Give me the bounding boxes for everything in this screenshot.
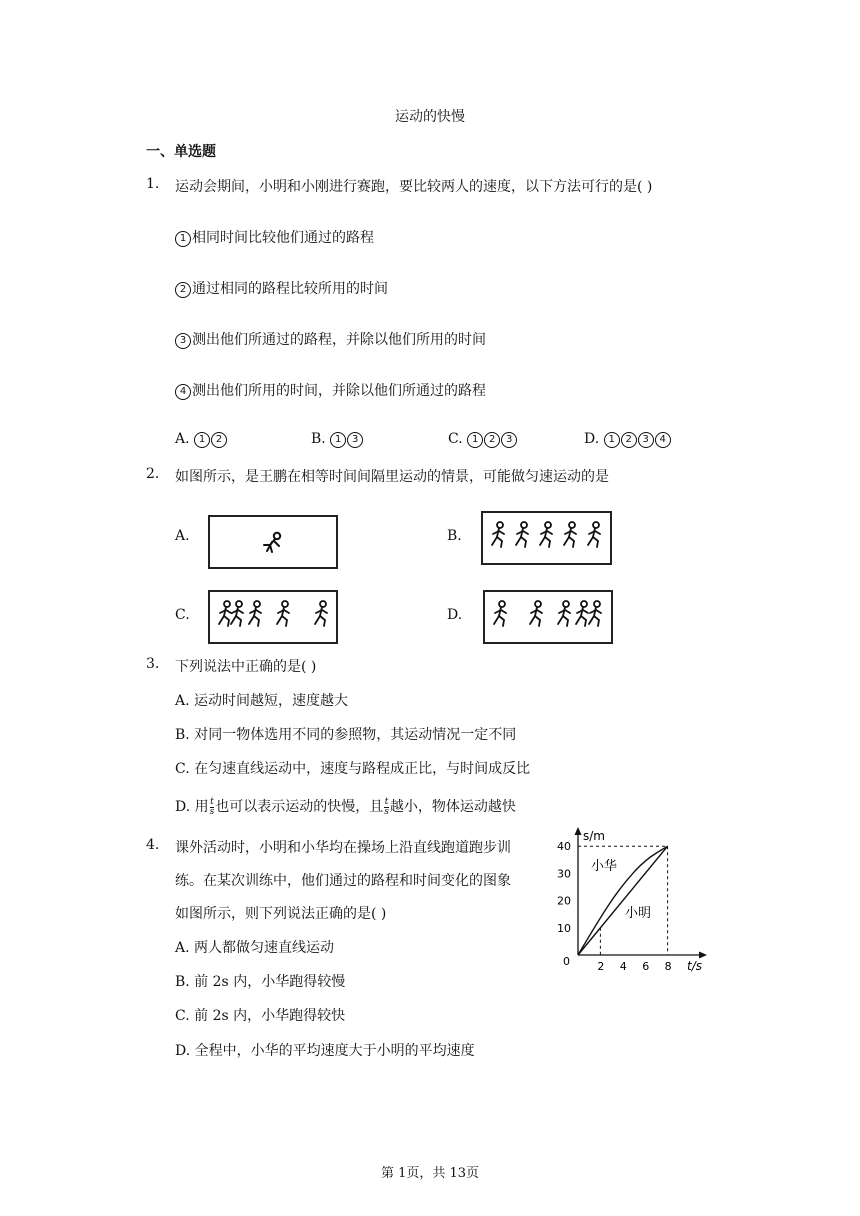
fraction-t-over-s: $\frac{t}{s}$ bbox=[209, 796, 215, 817]
y-tick-label: 10 bbox=[557, 921, 571, 935]
circled-number-icon: 2 bbox=[175, 282, 191, 298]
runner-icon bbox=[312, 600, 330, 628]
option-text: 对同一物体选用不同的参照物，其运动情况一定不同 bbox=[194, 727, 517, 743]
x-axis-label: t/s bbox=[687, 959, 702, 973]
series-label-xiaoming: 小明 bbox=[625, 906, 652, 921]
question-4-option-d[interactable] bbox=[175, 1040, 475, 1060]
option-text: 运动时间越短，速度越大 bbox=[194, 693, 349, 709]
option-c-figure bbox=[208, 590, 338, 644]
question-2-number: 2. bbox=[146, 466, 160, 482]
x-tick-label: 6 bbox=[642, 960, 650, 973]
question-2-option-a-label[interactable]: A. bbox=[175, 528, 190, 544]
circled-number-icon: 3 bbox=[175, 333, 191, 349]
x-tick-label: 4 bbox=[619, 960, 627, 973]
page-title: 运动的快慢 bbox=[395, 109, 465, 125]
statement-text: 相同时间比较他们通过的路程 bbox=[192, 230, 374, 246]
circled-number-icon: 1 bbox=[604, 432, 620, 448]
circled-number-icon: 1 bbox=[175, 231, 191, 247]
option-label: A. bbox=[175, 940, 190, 956]
circled-number-icon: 1 bbox=[330, 432, 346, 448]
circled-number-icon: 4 bbox=[175, 384, 191, 400]
runner-icon bbox=[527, 600, 545, 628]
question-1-option-d[interactable] bbox=[584, 431, 672, 448]
question-4-option-a[interactable] bbox=[175, 937, 334, 957]
option-label: A. bbox=[175, 693, 190, 709]
option-label: B. bbox=[175, 974, 190, 990]
question-3-option-b[interactable] bbox=[175, 724, 516, 744]
option-text: 用 bbox=[194, 799, 209, 815]
runner-icon bbox=[555, 600, 573, 628]
option-label: A. bbox=[175, 431, 190, 447]
circled-number-icon: 3 bbox=[501, 432, 517, 448]
option-d-figure bbox=[483, 590, 613, 644]
question-1-statement-2 bbox=[175, 278, 388, 298]
option-text: 也可以表示运动的快慢，且 bbox=[215, 799, 384, 815]
question-3-option-c[interactable] bbox=[175, 758, 530, 778]
circled-number-icon: 3 bbox=[347, 432, 363, 448]
option-label: D. bbox=[175, 799, 191, 815]
x-tick-label: 2 bbox=[597, 960, 605, 973]
question-2-option-b-label[interactable]: B. bbox=[447, 528, 462, 544]
runner-icon bbox=[274, 600, 292, 628]
runner-icon bbox=[491, 600, 509, 628]
circled-number-icon: 2 bbox=[484, 432, 500, 448]
x-tick-label: 8 bbox=[664, 960, 672, 973]
question-4-number: 4. bbox=[146, 837, 160, 853]
option-label: C. bbox=[175, 1008, 190, 1024]
question-4-option-c[interactable] bbox=[175, 1005, 345, 1025]
question-2-option-d-label[interactable]: D. bbox=[447, 607, 463, 623]
runner-icon bbox=[585, 521, 603, 549]
question-4-option-b[interactable] bbox=[175, 971, 345, 991]
x-axis-arrow-icon bbox=[699, 952, 707, 959]
option-text: 前 2s 内，小华跑得较慢 bbox=[194, 974, 346, 990]
crouching-runner-icon bbox=[260, 531, 284, 555]
distance-time-graph bbox=[555, 825, 715, 975]
question-1-option-a[interactable] bbox=[175, 431, 228, 448]
section-heading: 一、单选题 bbox=[146, 144, 216, 160]
option-b-figure bbox=[481, 511, 612, 565]
question-1-statement-1 bbox=[175, 227, 374, 247]
circled-number-icon: 1 bbox=[194, 432, 210, 448]
circled-number-icon: 2 bbox=[621, 432, 637, 448]
circled-number-icon: 4 bbox=[655, 432, 671, 448]
question-1-number: 1. bbox=[146, 176, 160, 192]
y-tick-label: 30 bbox=[557, 867, 571, 881]
question-4-line-2: 练。在某次训练中，他们通过的路程和时间变化的图象 bbox=[175, 873, 511, 889]
question-3-text: 下列说法中正确的是( ) bbox=[175, 659, 317, 675]
question-3-option-a[interactable] bbox=[175, 690, 348, 710]
option-text: 在匀速直线运动中，速度与路程成正比，与时间成反比 bbox=[194, 761, 531, 777]
option-label: B. bbox=[175, 727, 190, 743]
question-4-line-3: 如图所示，则下列说法正确的是( ) bbox=[175, 906, 387, 922]
option-text: 全程中，小华的平均速度大于小明的平均速度 bbox=[194, 1043, 475, 1059]
series-label-xiaohua: 小华 bbox=[591, 859, 618, 874]
option-label: B. bbox=[311, 431, 326, 447]
option-text: 两人都做匀速直线运动 bbox=[194, 940, 335, 956]
y-tick-label: 20 bbox=[557, 894, 571, 908]
option-text: 越小，物体运动越快 bbox=[389, 799, 516, 815]
runner-icon bbox=[513, 521, 531, 549]
option-text: 前 2s 内，小华跑得较快 bbox=[194, 1008, 346, 1024]
runner-icon bbox=[561, 521, 579, 549]
y-axis-label: s/m bbox=[583, 829, 605, 843]
circled-number-icon: 2 bbox=[211, 432, 227, 448]
y-axis-arrow-icon bbox=[575, 827, 582, 835]
question-2-text: 如图所示，是王鹏在相等时间间隔里运动的情景，可能做匀速运动的是 bbox=[175, 469, 609, 485]
option-a-figure bbox=[208, 515, 338, 569]
runner-icon bbox=[586, 600, 604, 628]
circled-number-icon: 3 bbox=[638, 432, 654, 448]
question-1-option-b[interactable] bbox=[311, 431, 364, 448]
question-3-number: 3. bbox=[146, 656, 160, 672]
circled-number-icon: 1 bbox=[467, 432, 483, 448]
statement-text: 测出他们所通过的路程，并除以他们所用的时间 bbox=[192, 332, 486, 348]
runner-icon bbox=[246, 600, 264, 628]
runner-icon bbox=[228, 600, 246, 628]
question-1-text: 运动会期间，小明和小刚进行赛跑，要比较两人的速度，以下方法可行的是( ) bbox=[175, 179, 653, 195]
question-4-line-1: 课外活动时，小明和小华均在操场上沿直线跑道跑步训 bbox=[175, 840, 511, 856]
y-tick-label: 40 bbox=[557, 840, 571, 854]
option-label: C. bbox=[175, 761, 190, 777]
page-footer: 第 1页，共 13页 bbox=[380, 1166, 480, 1181]
fraction-t-over-s: $\frac{t}{s}$ bbox=[384, 796, 389, 817]
option-label: D. bbox=[584, 431, 600, 447]
question-3-option-d[interactable] bbox=[175, 796, 516, 817]
question-2-option-c-label[interactable]: C. bbox=[175, 607, 190, 623]
option-label: D. bbox=[175, 1043, 191, 1059]
question-1-option-c[interactable] bbox=[448, 431, 518, 448]
origin-label: 0 bbox=[563, 955, 570, 968]
question-1-statement-4 bbox=[175, 380, 486, 400]
statement-text: 通过相同的路程比较所用的时间 bbox=[192, 281, 388, 297]
option-label: C. bbox=[448, 431, 463, 447]
runner-icon bbox=[537, 521, 555, 549]
question-1-statement-3 bbox=[175, 329, 486, 349]
statement-text: 测出他们所用的时间，并除以他们所通过的路程 bbox=[192, 383, 486, 399]
runner-icon bbox=[489, 521, 507, 549]
